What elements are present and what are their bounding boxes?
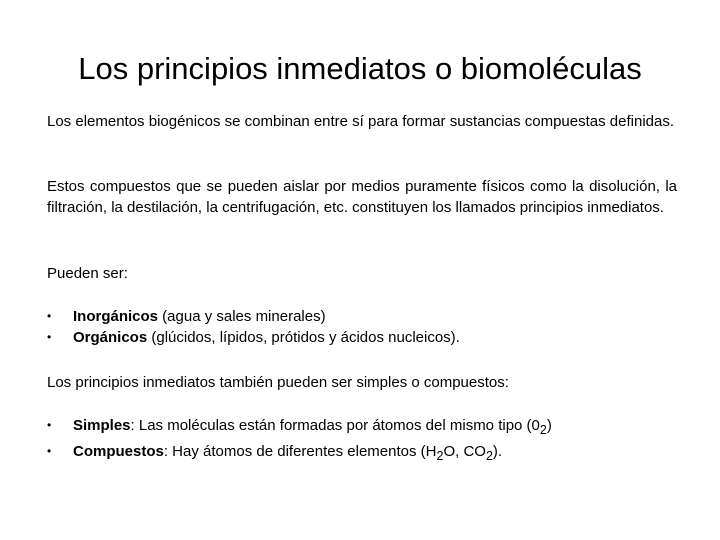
- list-item-organicos: [47, 327, 677, 348]
- list-composition: [47, 415, 677, 467]
- bullet-icon: •: [47, 330, 52, 344]
- paragraph-pueden-ser: Pueden ser:: [47, 265, 128, 282]
- subscript-2: 2: [539, 423, 547, 437]
- paragraph-biogenic-elements: Los elementos biogénicos se combinan entre sí para formar sustancias compuestas definidas.: [47, 113, 675, 130]
- subscript-2: 2: [485, 449, 493, 463]
- bullet-icon: •: [47, 309, 52, 323]
- list-types: [47, 306, 677, 348]
- desc-compuestos-mid: O, CO: [443, 443, 486, 460]
- desc-compuestos: : Hay átomos de diferentes elementos (H: [163, 443, 437, 460]
- term-compuestos: Compuestos: [73, 443, 164, 460]
- desc-compuestos-end: ).: [492, 443, 503, 460]
- term-organicos: Orgánicos: [73, 329, 148, 346]
- bullet-icon: •: [47, 444, 52, 458]
- list-item-inorganicos: [47, 306, 677, 327]
- paragraph-immediate-principles: Estos compuestos que se pueden aislar por medios puramente físicos como la disolución, la filtración, la destilación, la centrifugación, etc. constituyen los llamados principios inmediatos.: [47, 178, 677, 216]
- subscript-2: 2: [436, 449, 444, 463]
- term-simples: Simples: [73, 417, 131, 434]
- term-inorganicos: Inorgánicos: [73, 308, 159, 325]
- desc-simples-end: ): [546, 417, 552, 434]
- list-item-simples: [47, 415, 677, 441]
- slide-title: Los principios inmediatos o biomoléculas: [78, 51, 642, 86]
- list-item-compuestos: [47, 441, 677, 467]
- paragraph-simples-compuestos: Los principios inmediatos también pueden ser simples o compuestos:: [47, 374, 509, 391]
- desc-inorganicos: (agua y sales minerales): [158, 308, 326, 325]
- desc-organicos: (glúcidos, lípidos, prótidos y ácidos nucleicos).: [147, 329, 460, 346]
- desc-simples: : Las moléculas están formadas por átomos del mismo tipo (0: [130, 417, 540, 434]
- bullet-icon: •: [47, 418, 52, 432]
